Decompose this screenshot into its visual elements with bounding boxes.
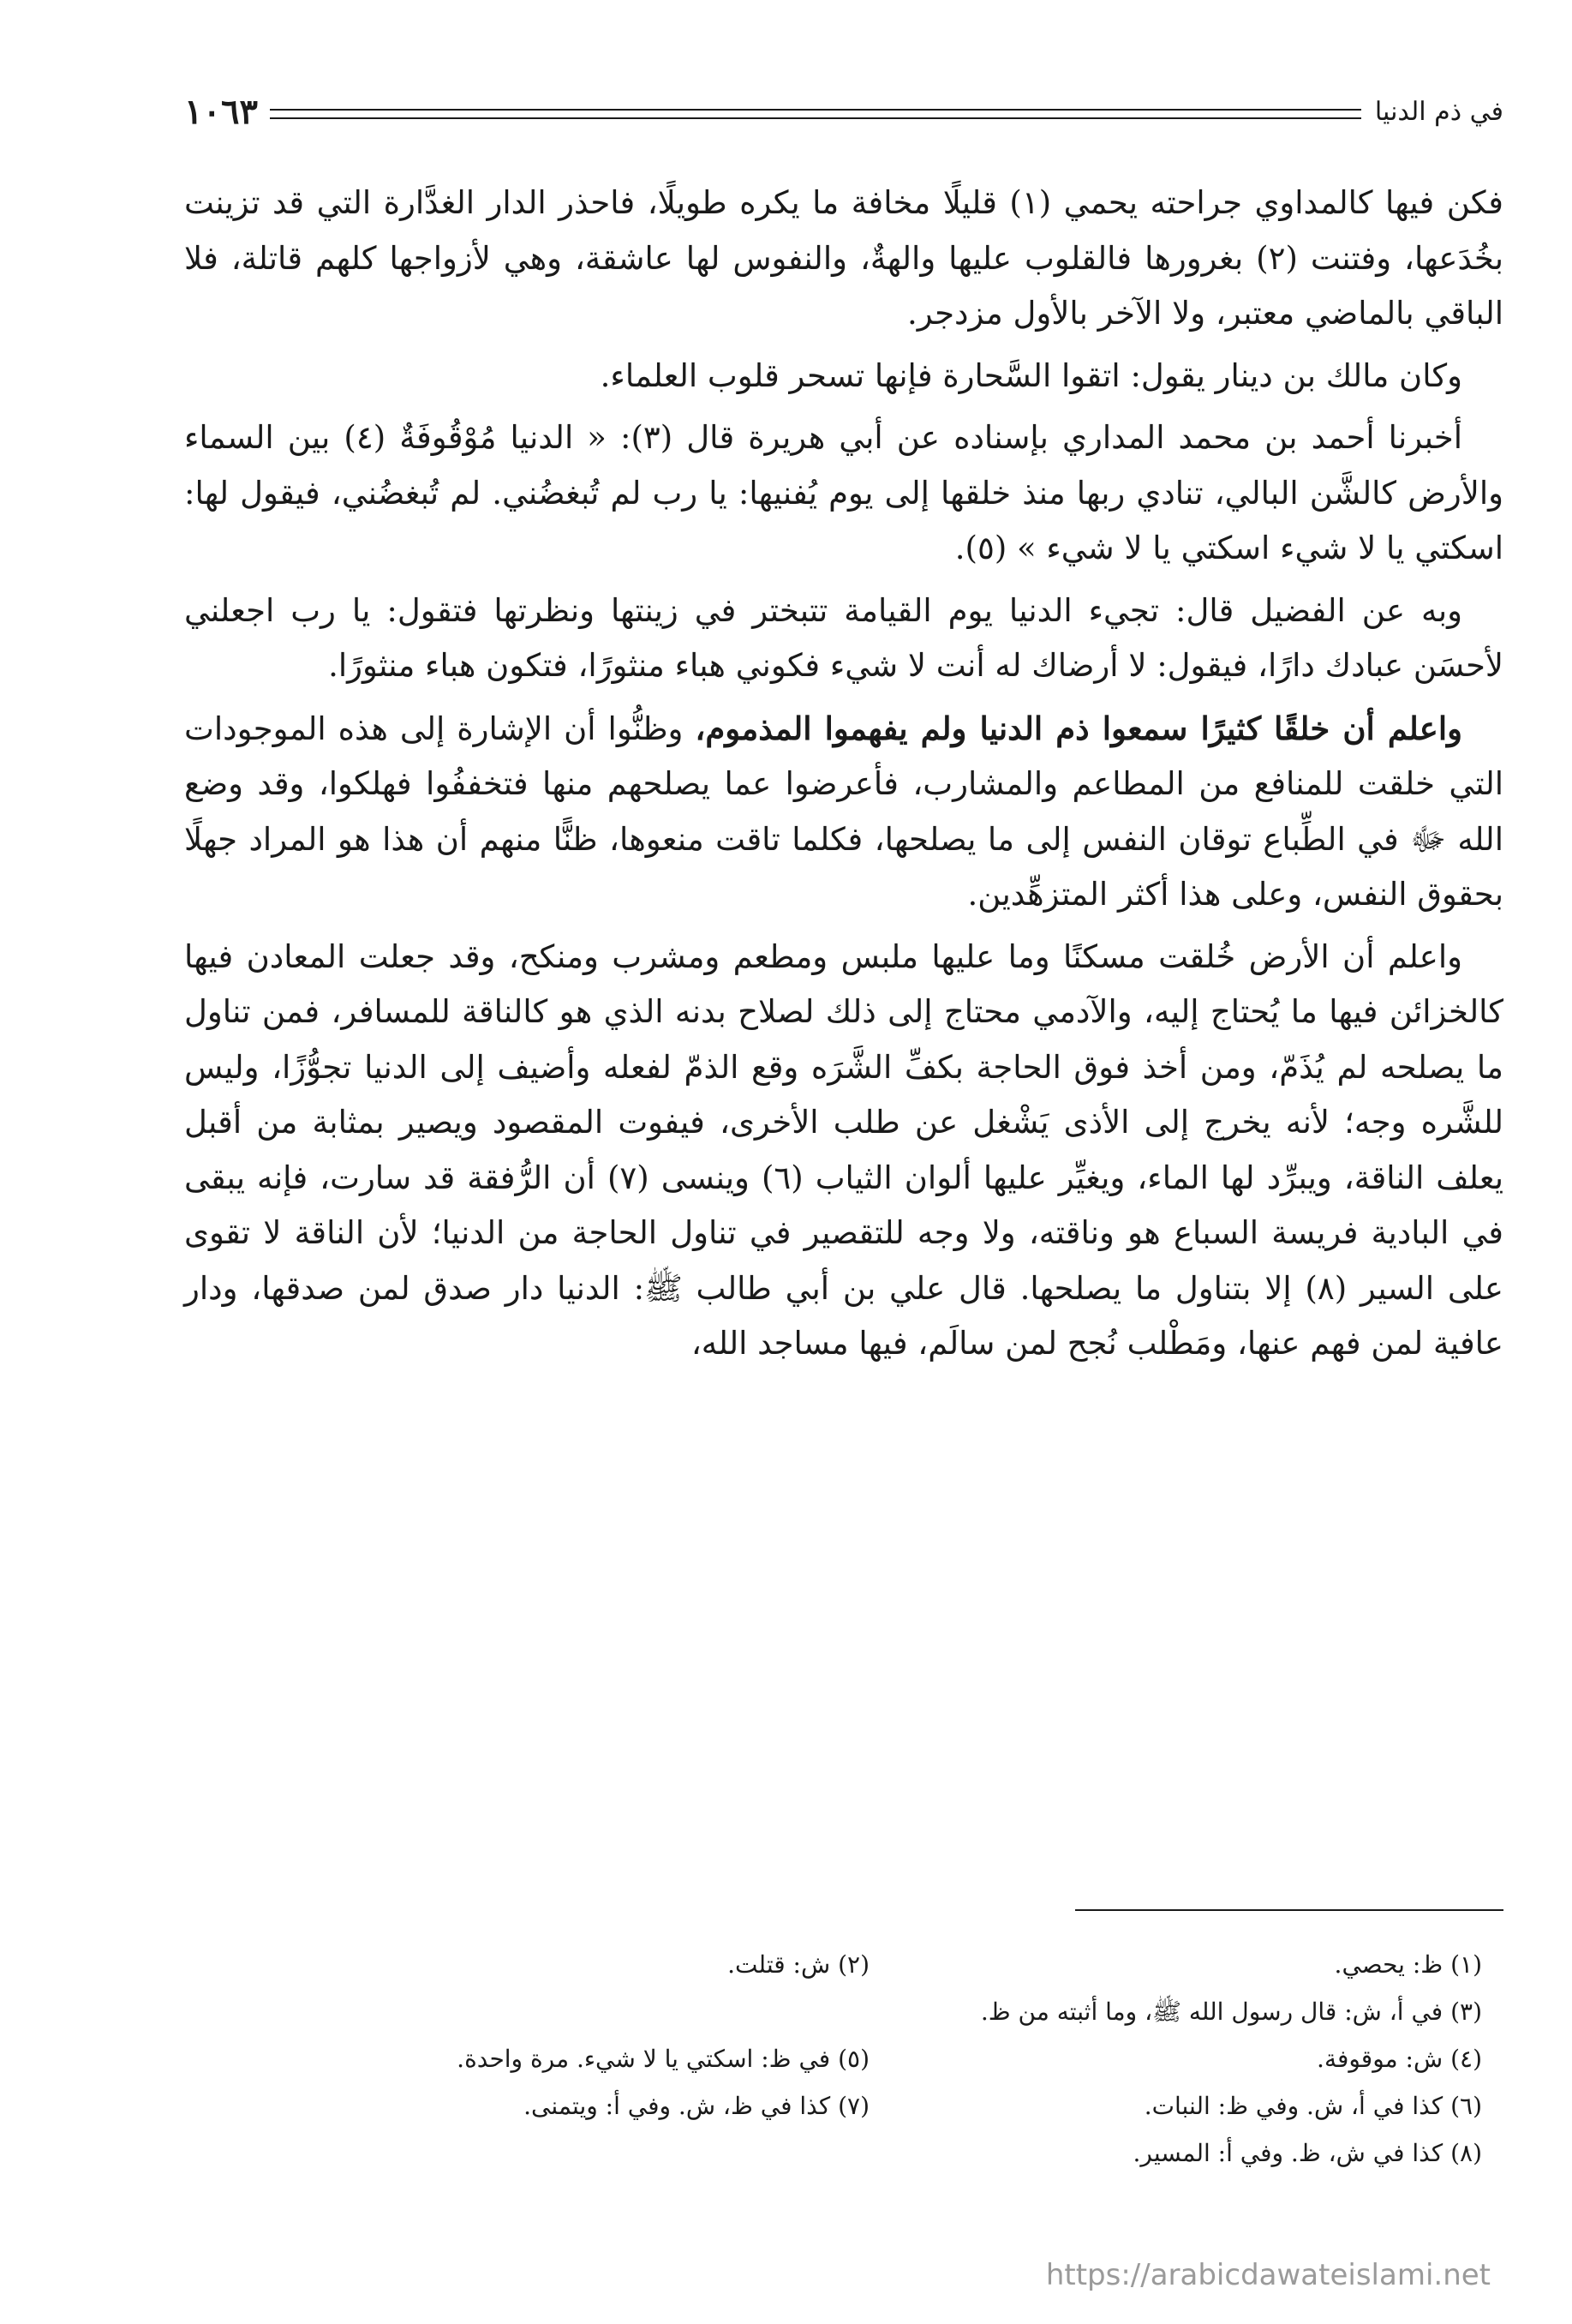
paragraph [184,176,1503,342]
footnote [870,2035,1482,2082]
page-number: ١٠٦٣ [184,91,258,132]
paragraph [184,349,1503,404]
chapter-title: في ذم الدنيا [1374,96,1503,127]
paragraph [184,701,1503,923]
paragraph-text: وظنُّوا أن الإشارة إلى هذه الموجودات التي خلقت للمنافع من المطاعم والمشارب، فأعرضوا عما يصلحهم منها فتخففُوا فهلكوا، وقد وضع الله ﷻ في الطِّباع توقان النفس إلى ما يصلحها، فكلما تاقت منعوها، ظنًّا منهم أن هذا هو المراد جهلًا بحقوق النفس، وعلى هذا أكثر المتزهِّدين. [184,710,1503,913]
footnote [870,2082,1482,2129]
paragraph-text: فكن فيها كالمداوي جراحته يحمي (١) قليلًا مخافة ما يكره طويلًا، فاحذر الدار الغدَّارة التي قد تزينت بخُدَعها، وفتنت (٢) بغرورها فالقلوب عليها والهةٌ، والنفوس لها عاشقة، وهي لأزواجها كلهم قاتلة، فلا الباقي بالماضي معتبر، ولا الآخر بالأول مزدجر. [184,184,1503,332]
footnotes [257,1941,1482,2177]
footnote-divider [1075,1909,1503,1911]
footnote [870,2129,1482,2177]
footnote-number: (٤) [1450,2045,1482,2073]
footnote-text: ش: موقوفة. [1317,2045,1443,2073]
footnote-text: كذا في أ، ش. وفي ظ: النبات. [1144,2092,1443,2120]
paragraph-text: أخبرنا أحمد بن محمد المداري بإسناده عن أبي هريرة قال (٣): « الدنيا مُوْقُوفَةٌ (٤) بين السماء والأرض كالشَّن البالي، تنادي ربها منذ خلقها إلى يوم يُفنيها: يا رب لم تُبغضُني. لم تُبغضُني، فيقول لها: اسكتي يا لا شيء اسكتي يا لا شيء » (٥). [184,419,1503,566]
footnote-row [257,2129,1482,2177]
footnote [870,1941,1482,1988]
header-rule [270,109,1361,119]
paragraph-text: وكان مالك بن دينار يقول: اتقوا السَّحارة فإنها تسحر قلوب العلماء. [600,356,1462,394]
footnote-row [257,1941,1482,1988]
paragraph [184,930,1503,1372]
paragraph-text: واعلم أن الأرض خُلقت مسكنًا وما عليها ملبس ومطعم ومشرب ومنكح، وقد جعلت المعادن فيها كالخزائن فيها ما يُحتاج إليه، والآدمي محتاج إلى ذلك لصلاح بدنه الذي هو كالناقة للمسافر، فمن تناول ما يصلحه لم يُذَمّ، ومن أخذ فوق الحاجة بكفِّ الشَّرَه وقع الذمّ لفعله وأضيف إلى الدنيا تجوُّزًا، وليس للشَّره وجه؛ لأنه يخرج إلى الأذى يَشْغل عن طلب الأخرى، فيفوت المقصود ويصير بمثابة من أقبل يعلف الناقة، ويبرِّد لها الماء، ويغيِّر عليها ألوان الثياب (٦) وينسى (٧) أن الرُّفقة قد سارت، فإنه يبقى في البادية فريسة السباع هو وناقته، ولا وجه للتقصير في تناول الحاجة من الدنيا؛ لأن الناقة لا تقوى على السير (٨) إلا بتناول ما يصلحها. قال علي بن أبي طالب ﷺ: الدنيا دار صدق لمن صدقها، ودار عافية لمن فهم عنها، ومَطْلب نُجح لمن سالَم، فيها مساجد الله، [184,937,1503,1362]
footnote-row [257,2082,1482,2129]
page-header [184,86,1503,137]
bold-heading-text: واعلم أن خلقًا كثيرًا سمعوا ذم الدنيا ولم يفهموا المذموم، [695,709,1463,747]
paragraph [184,584,1503,694]
footnote [257,2035,870,2082]
footnote-text: في أ، ش: قال رسول الله ﷺ، وما أثبته من ظ. [980,1998,1443,2026]
paragraph [184,410,1503,577]
footnote-number: (٥) [838,2045,870,2073]
footnote [257,2082,870,2129]
footnote [870,1988,1482,2035]
footnote-number: (٣) [1450,1998,1482,2026]
main-text [184,176,1503,1379]
footnote [257,1941,870,1988]
footnote-text: في ظ: اسكتي يا لا شيء. مرة واحدة. [457,2045,831,2073]
footnote-number: (٨) [1450,2139,1482,2167]
watermark-url: https://arabicdawateislami.net [1045,2258,1491,2292]
footnote-text: كذا في ش، ظ. وفي أ: المسير. [1133,2139,1443,2167]
paragraph-text: وبه عن الفضيل قال: تجيء الدنيا يوم القيامة تتبختر في زينتها ونظرتها فتقول: يا رب اجعلني لأحسَن عبادك دارًا، فيقول: لا أرضاك له أنت لا شيء فكوني هباء منثورًا، فتكون هباء منثورًا. [184,591,1503,684]
footnote-number: (١) [1450,1950,1482,1979]
footnote-number: (٧) [838,2092,870,2120]
footnote-text: ظ: يحصي. [1334,1950,1443,1979]
footnote-row [257,2035,1482,2082]
footnote-number: (٢) [838,1950,870,1979]
footnote-text: ش: قتلت. [727,1950,831,1979]
footnote-number: (٦) [1450,2092,1482,2120]
footnote-row [257,1988,1482,2035]
footnote-text: كذا في ظ، ش. وفي أ: ويتمنى. [523,2092,831,2120]
